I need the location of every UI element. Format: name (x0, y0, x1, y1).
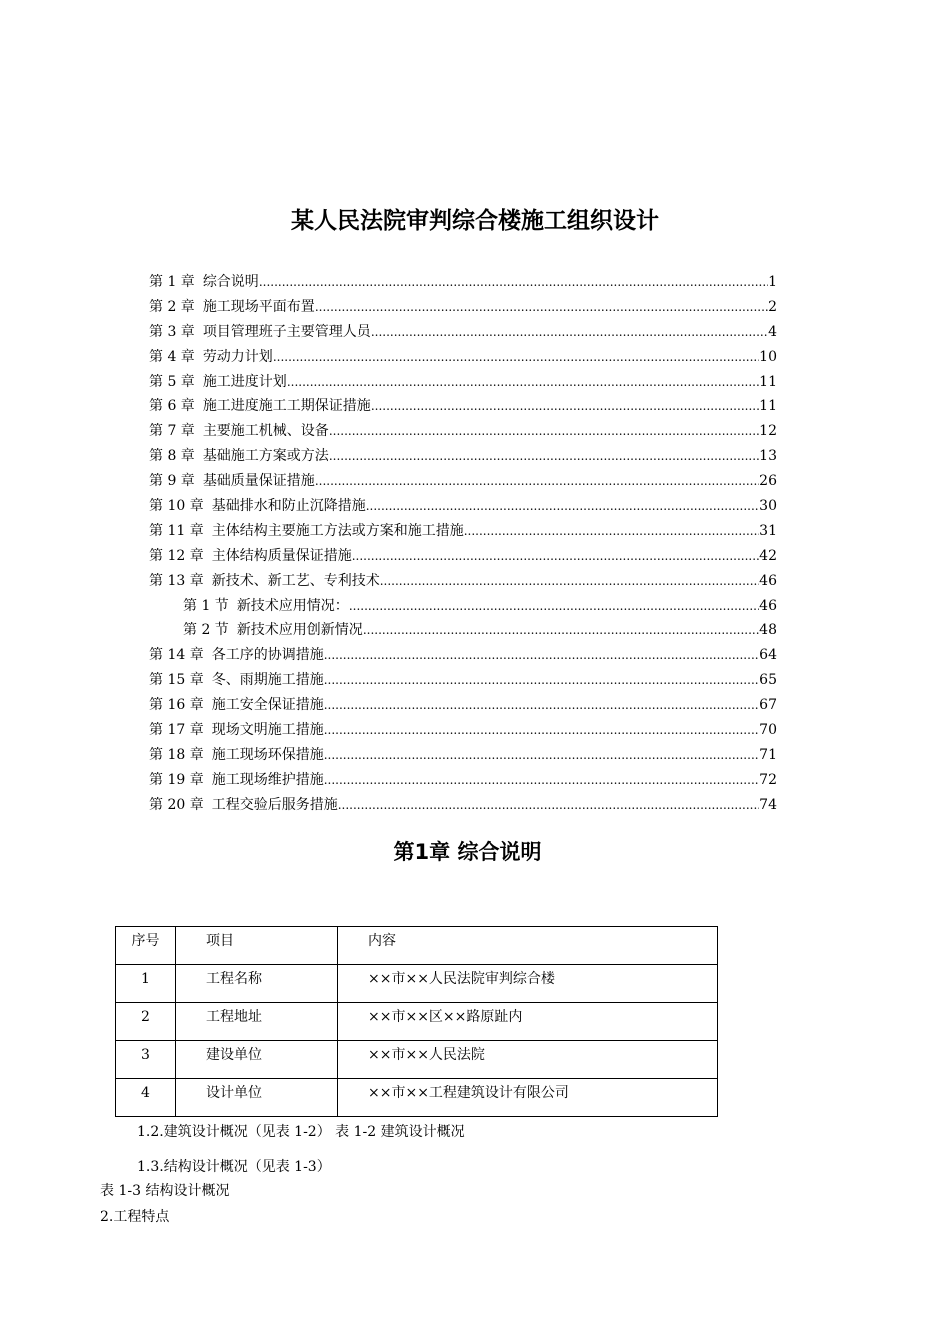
table-row (116, 1041, 718, 1079)
toc-entry[interactable] (149, 519, 777, 544)
toc-number: 第 6 章 (149, 398, 195, 415)
toc-text: 综合说明 (202, 274, 259, 290)
toc-text: 施工现场维护措施 (211, 771, 324, 788)
toc-page-number: 46 (759, 572, 777, 589)
toc-leader-dots (366, 494, 759, 519)
toc-page-number: 48 (759, 622, 777, 639)
toc-number: 第 11 章 (149, 522, 204, 539)
toc-page-number: 64 (759, 647, 777, 664)
table-row (116, 1003, 718, 1041)
toc-page-number: 2 (768, 298, 777, 315)
toc-page-number: 11 (759, 373, 777, 390)
table-cell: ××市××区××路原趾内 (338, 1003, 718, 1041)
toc-text: 施工安全保证措施 (211, 697, 324, 714)
table-cell: 工程名称 (176, 965, 338, 1003)
toc-leader-dots (371, 320, 768, 345)
toc-text: 施工进度计划 (202, 373, 287, 390)
toc-entry[interactable] (149, 569, 777, 594)
toc-leader-dots (324, 718, 759, 743)
table-cell: 3 (116, 1041, 176, 1079)
toc-number: 第 16 章 (149, 697, 204, 714)
toc-entry[interactable] (149, 370, 777, 395)
toc-entry[interactable] (149, 643, 777, 668)
toc-subentry[interactable] (149, 594, 777, 619)
toc-entry[interactable] (149, 444, 777, 469)
toc-number: 第 19 章 (149, 771, 204, 788)
toc-page-number: 31 (759, 522, 777, 539)
toc-page-number: 1 (768, 274, 777, 290)
toc-page-number: 13 (759, 448, 777, 465)
toc-entry[interactable] (149, 693, 777, 718)
toc-leader-dots (464, 519, 759, 544)
toc-number: 第 12 章 (149, 547, 204, 564)
toc-text: 冬、雨期施工措施 (211, 672, 324, 689)
table-cell: 2 (116, 1003, 176, 1041)
header-cell-item: 项目 (176, 927, 338, 965)
toc-text: 施工现场平面布置 (202, 298, 315, 315)
toc-leader-dots (315, 295, 768, 320)
toc-number: 第 17 章 (149, 722, 204, 739)
chapter-heading: 第1章 综合说明 (393, 840, 542, 864)
architectural-design-overview: 1.2.建筑设计概况（见表 1-2） 表 1-2 建筑设计概况 (137, 1124, 465, 1140)
toc-page-number: 42 (759, 547, 777, 564)
toc-number: 第 15 章 (149, 672, 204, 689)
toc-entry[interactable] (149, 345, 777, 370)
toc-entry[interactable] (149, 668, 777, 693)
toc-number: 第 2 章 (149, 298, 195, 315)
toc-text: 基础质量保证措施 (202, 473, 315, 490)
project-info-table (115, 926, 718, 1117)
toc-text: 新技术应用创新情况 (236, 622, 363, 639)
toc-number: 第 8 章 (149, 448, 195, 465)
toc-text: 项目管理班子主要管理人员 (202, 323, 371, 340)
toc-number: 第 18 章 (149, 746, 204, 763)
toc-leader-dots (324, 668, 759, 693)
toc-leader-dots (338, 793, 759, 818)
toc-entry[interactable] (149, 394, 777, 419)
toc-text: 主要施工机械、设备 (202, 423, 329, 440)
table-cell: ××市××工程建筑设计有限公司 (338, 1079, 718, 1117)
toc-text: 基础施工方案或方法 (202, 448, 329, 465)
toc-leader-dots (329, 444, 759, 469)
toc-page-number: 70 (759, 722, 777, 739)
toc-leader-dots (324, 768, 759, 793)
toc-entry[interactable] (149, 270, 777, 295)
toc-leader-dots (363, 618, 759, 643)
toc-leader-dots (324, 693, 759, 718)
toc-leader-dots (380, 569, 759, 594)
table-cell: ××市××人民法院 (338, 1041, 718, 1079)
table-header-row (116, 927, 718, 965)
toc-leader-dots (324, 743, 759, 768)
toc-text: 新技术、新工艺、专利技术 (211, 572, 380, 589)
toc-number: 第 1 章 (149, 274, 195, 290)
toc-leader-dots (352, 544, 759, 569)
toc-leader-dots (349, 594, 759, 619)
toc-number: 第 7 章 (149, 423, 195, 440)
toc-leader-dots (273, 345, 759, 370)
toc-leader-dots (315, 469, 759, 494)
toc-page-number: 26 (759, 473, 777, 490)
toc-page-number: 10 (759, 348, 777, 365)
toc-number: 第 9 章 (149, 473, 195, 490)
toc-number: 第 14 章 (149, 647, 204, 664)
toc-entry[interactable] (149, 469, 777, 494)
toc-number: 第 13 章 (149, 572, 204, 589)
table-cell: ××市××人民法院审判综合楼 (338, 965, 718, 1003)
toc-page-number: 30 (759, 498, 777, 515)
toc-entry[interactable] (149, 419, 777, 444)
toc-page-number: 65 (759, 672, 777, 689)
toc-number: 第 2 节 (183, 622, 229, 639)
toc-entry[interactable] (149, 295, 777, 320)
toc-text: 主体结构质量保证措施 (211, 547, 352, 564)
toc-entry[interactable] (149, 544, 777, 569)
toc-page-number: 67 (759, 697, 777, 714)
toc-page-number: 72 (759, 771, 777, 788)
structural-design-overview: 1.3.结构设计概况（见表 1-3） (137, 1159, 331, 1175)
toc-text: 现场文明施工措施 (211, 722, 324, 739)
toc-number: 第 4 章 (149, 348, 195, 365)
toc-entry[interactable] (149, 718, 777, 743)
toc-leader-dots (259, 270, 768, 295)
toc-number: 第 3 章 (149, 323, 195, 340)
toc-text: 施工进度施工工期保证措施 (202, 398, 371, 415)
toc-leader-dots (371, 394, 759, 419)
toc-subentry[interactable] (149, 618, 777, 643)
table-row (116, 1079, 718, 1117)
toc-entry[interactable] (149, 743, 777, 768)
toc-entry[interactable] (149, 768, 777, 793)
table-cell: 4 (116, 1079, 176, 1117)
toc-leader-dots (329, 419, 759, 444)
table-of-contents (149, 270, 777, 818)
toc-number: 第 10 章 (149, 498, 204, 515)
toc-text: 主体结构主要施工方法或方案和施工措施 (211, 522, 464, 539)
section-heading: 2.工程特点 (100, 1209, 170, 1225)
toc-leader-dots (287, 370, 759, 395)
toc-number: 第 20 章 (149, 796, 204, 813)
toc-text: 工程交验后服务措施 (211, 796, 338, 813)
toc-number: 第 5 章 (149, 373, 195, 390)
toc-page-number: 71 (759, 746, 777, 763)
toc-text: 劳动力计划 (202, 348, 273, 365)
toc-text: 基础排水和防止沉降措施 (211, 498, 366, 515)
toc-entry[interactable] (149, 494, 777, 519)
toc-number: 第 1 节 (183, 597, 229, 614)
table-row (116, 965, 718, 1003)
toc-page-number: 46 (759, 597, 777, 614)
toc-page-number: 11 (759, 398, 777, 415)
header-cell-content: 内容 (338, 927, 718, 965)
table-cell: 工程地址 (176, 1003, 338, 1041)
table-cell: 设计单位 (176, 1079, 338, 1117)
toc-leader-dots (324, 643, 759, 668)
toc-text: 各工序的协调措施 (211, 647, 324, 664)
table-cell: 建设单位 (176, 1041, 338, 1079)
toc-page-number: 74 (759, 796, 777, 813)
header-cell-number: 序号 (116, 927, 176, 965)
toc-entry[interactable] (149, 793, 777, 818)
document-title: 某人民法院审判综合楼施工组织设计 (291, 208, 659, 234)
toc-text: 施工现场环保措施 (211, 746, 324, 763)
table-caption: 表 1-3 结构设计概况 (100, 1183, 230, 1199)
toc-entry[interactable] (149, 320, 777, 345)
toc-text: 新技术应用情况： (236, 597, 349, 614)
toc-page-number: 12 (759, 423, 777, 440)
table-cell: 1 (116, 965, 176, 1003)
toc-page-number: 4 (768, 323, 777, 340)
